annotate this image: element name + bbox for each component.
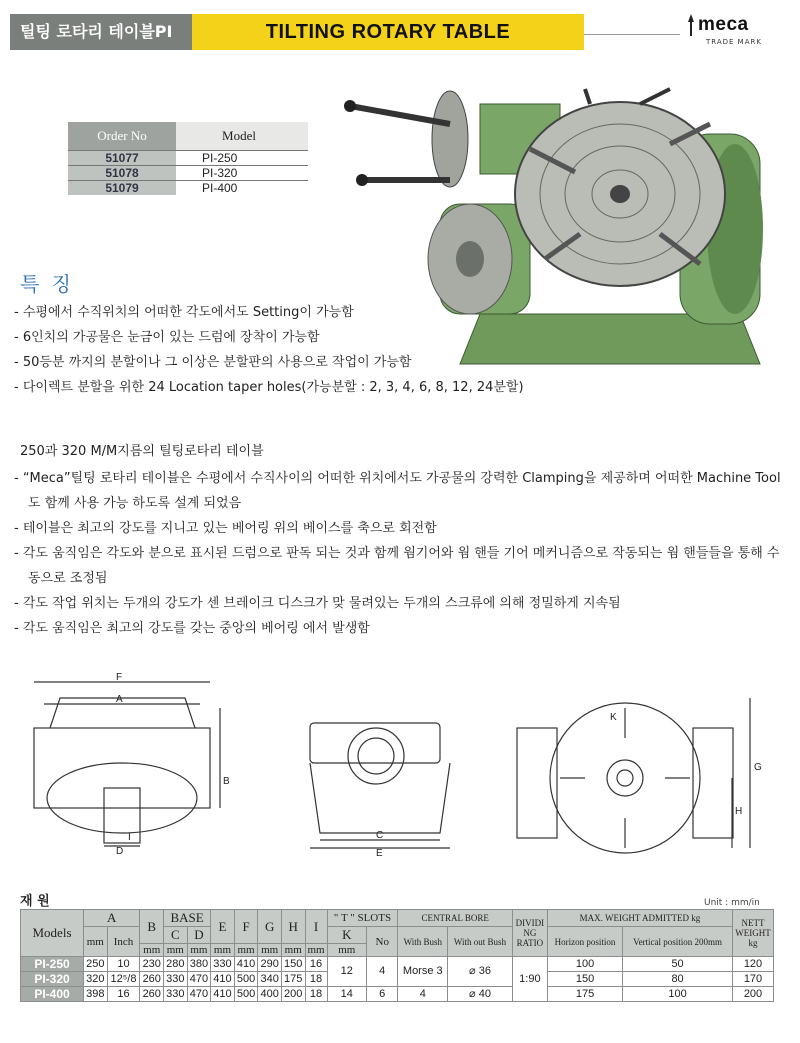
g-cell: 340	[258, 972, 282, 987]
top-view-drawing	[517, 698, 750, 853]
table-row	[21, 987, 774, 1002]
e-cell: 410	[211, 972, 235, 987]
model-cell: PI-400	[176, 181, 308, 196]
d-cell: 470	[187, 972, 211, 987]
header-rule	[584, 34, 680, 35]
e-cell: 330	[211, 957, 235, 972]
model-cell: PI-250	[176, 151, 308, 166]
f-mm-header: mm	[234, 944, 258, 957]
d-cell: 470	[187, 987, 211, 1002]
dim-label-d: D	[116, 846, 124, 857]
d-cell: 380	[187, 957, 211, 972]
title-english: TILTING ROTARY TABLE	[192, 14, 584, 50]
i-header: I	[305, 910, 327, 944]
k-header: K	[327, 927, 366, 944]
b-cell: 260	[140, 972, 164, 987]
h-mm-header: mm	[281, 944, 305, 957]
f-header: F	[234, 910, 258, 944]
c-cell: 280	[164, 957, 188, 972]
a-mm-header: mm	[84, 927, 108, 957]
a-inch-cell: 16	[107, 987, 140, 1002]
h-cell: 200	[281, 987, 305, 1002]
a-inch-header: Inch	[107, 927, 140, 957]
description-list	[14, 466, 786, 641]
b-mm-header: mm	[140, 944, 164, 957]
a-inch-cell: 10	[107, 957, 140, 972]
d-header: D	[187, 927, 211, 944]
dividing-ratio-header: DIVIDI NG RATIO	[512, 910, 547, 957]
h-cell: 150	[281, 957, 305, 972]
a-inch-cell: 12⁵/8	[107, 972, 140, 987]
horizon-cell: 100	[547, 957, 622, 972]
models-header: Models	[21, 910, 84, 957]
vertical-cell: 50	[623, 957, 733, 972]
nett-weight-header: NETT WEIGHT kg	[733, 910, 774, 957]
horizon-header: Horizon position	[547, 927, 622, 957]
f-cell: 410	[234, 957, 258, 972]
order-table	[68, 122, 308, 195]
with-bush-cell: Morse 3	[398, 957, 448, 987]
i-cell: 18	[305, 987, 327, 1002]
k-cell: 12	[327, 957, 366, 987]
spec-unit: Unit : mm/in	[704, 898, 760, 908]
table-row	[21, 957, 774, 972]
front-view-drawing	[34, 682, 220, 846]
dim-label-g: G	[754, 762, 762, 773]
order-no-header: Order No	[68, 122, 176, 151]
model-header: Model	[176, 122, 308, 151]
dim-label-a: A	[116, 694, 123, 705]
spec-table	[20, 909, 774, 1002]
max-weight-header: MAX. WEIGHT ADMITTED kg	[547, 910, 732, 927]
c-header: C	[164, 927, 188, 944]
without-bush-cell: ⌀ 40	[448, 987, 513, 1002]
g-mm-header: mm	[258, 944, 282, 957]
h-header: H	[281, 910, 305, 944]
trademark-label: TRADE MARK	[706, 38, 762, 46]
model-cell: PI-320	[176, 166, 308, 181]
b-cell: 230	[140, 957, 164, 972]
g-cell: 400	[258, 987, 282, 1002]
model-cell: PI-400	[21, 987, 84, 1002]
dim-label-h: H	[735, 806, 743, 817]
k-cell: 14	[327, 987, 366, 1002]
technical-drawings	[20, 668, 780, 868]
list-item: - 각도 작업 위치는 두개의 강도가 센 브레이크 디스크가 맞 물려있는 두개의 스크류에 의해 정밀하게 지속됨	[14, 596, 621, 611]
e-cell: 410	[211, 987, 235, 1002]
dim-label-b: B	[223, 776, 230, 787]
dividing-ratio-cell: 1:90	[512, 957, 547, 1002]
g-header: G	[258, 910, 282, 944]
dim-label-c: C	[376, 830, 384, 841]
table-row	[68, 166, 308, 181]
h-cell: 175	[281, 972, 305, 987]
brand-mark-icon	[684, 12, 698, 38]
dim-label-f: F	[116, 672, 123, 683]
dim-label-i: I	[128, 832, 131, 843]
dim-label-k: K	[610, 712, 617, 723]
vertical-cell: 100	[623, 987, 733, 1002]
model-cell: PI-250	[21, 957, 84, 972]
table-row	[68, 181, 308, 196]
c-cell: 330	[164, 972, 188, 987]
vertical-header: Vertical position 200mm	[623, 927, 733, 957]
with-bush-cell: 4	[398, 987, 448, 1002]
t-slots-header: " T " SLOTS	[327, 910, 398, 927]
no-cell: 6	[367, 987, 398, 1002]
features-title: 특 징	[20, 272, 74, 296]
vertical-cell: 80	[623, 972, 733, 987]
a-mm-cell: 250	[84, 957, 108, 972]
no-header: No	[367, 927, 398, 957]
without-bush-header: With out Bush	[448, 927, 513, 957]
brand-logo	[684, 12, 784, 52]
order-no-cell: 51077	[68, 151, 176, 166]
list-item: - 테이블은 최고의 강도를 지니고 있는 베어링 위의 베이스를 축으로 회전함	[14, 521, 437, 536]
nett-cell: 170	[733, 972, 774, 987]
brand-name: meca	[698, 14, 749, 35]
list-item: - 50등분 까지의 분할이나 그 이상은 분할판의 사용으로 작업이 가능함	[14, 355, 412, 370]
with-bush-header: With Bush	[398, 927, 448, 957]
horizon-cell: 175	[547, 987, 622, 1002]
list-item: - 각도 움직임은 최고의 강도를 갖는 중앙의 베어링 에서 발생함	[14, 621, 370, 636]
list-item: - 6인치의 가공물은 눈금이 있는 드럼에 장착이 가능함	[14, 330, 320, 345]
no-cell: 4	[367, 957, 398, 987]
title-korean: 틸팅 로타리 테이블PI	[10, 14, 192, 50]
e-mm-header: mm	[211, 944, 235, 957]
c-cell: 330	[164, 987, 188, 1002]
a-header: A	[84, 910, 140, 927]
base-header: BASE	[164, 910, 211, 927]
b-cell: 260	[140, 987, 164, 1002]
list-item: - “Meca”틸팅 로타리 테이블은 수평에서 수직사이의 어떠한 위치에서도 가공물의 강력한 Clamping을 제공하며 어떠한 Machine Tool도 함께 사용 가능 하도록 설계 되었음	[14, 471, 781, 511]
list-item: - 수평에서 수직위치의 어떠한 각도에서도 Setting이 가능함	[14, 305, 354, 320]
a-mm-cell: 320	[84, 972, 108, 987]
k-mm-header: mm	[327, 944, 366, 957]
table-row	[68, 151, 308, 166]
without-bush-cell: ⌀ 36	[448, 957, 513, 987]
a-mm-cell: 398	[84, 987, 108, 1002]
f-cell: 500	[234, 972, 258, 987]
order-no-cell: 51079	[68, 181, 176, 196]
dim-label-e: E	[376, 848, 383, 859]
description-title: 250과 320 M/M지름의 틸팅로타리 테이블	[20, 444, 264, 459]
i-cell: 16	[305, 957, 327, 972]
nett-cell: 120	[733, 957, 774, 972]
features-list	[14, 300, 524, 400]
g-cell: 290	[258, 957, 282, 972]
list-item: - 각도 움직임은 각도와 분으로 표시된 드럼으로 판독 되는 것과 함께 웜기어와 웜 핸들 기어 메커니즘으로 작동되는 웜 핸들들을 통해 수동으로 조정됨	[14, 546, 780, 586]
nett-cell: 200	[733, 987, 774, 1002]
i-cell: 18	[305, 972, 327, 987]
b-header: B	[140, 910, 164, 944]
d-mm-header: mm	[187, 944, 211, 957]
f-cell: 500	[234, 987, 258, 1002]
i-mm-header: mm	[305, 944, 327, 957]
central-bore-header: CENTRAL BORE	[398, 910, 512, 927]
model-cell: PI-320	[21, 972, 84, 987]
horizon-cell: 150	[547, 972, 622, 987]
c-mm-header: mm	[164, 944, 188, 957]
list-item: - 다이렉트 분할을 위한 24 Location taper holes(가능분할 : 2, 3, 4, 6, 8, 12, 24분할)	[14, 380, 524, 395]
e-header: E	[211, 910, 235, 944]
order-no-cell: 51078	[68, 166, 176, 181]
spec-title: 재 원	[20, 894, 50, 909]
